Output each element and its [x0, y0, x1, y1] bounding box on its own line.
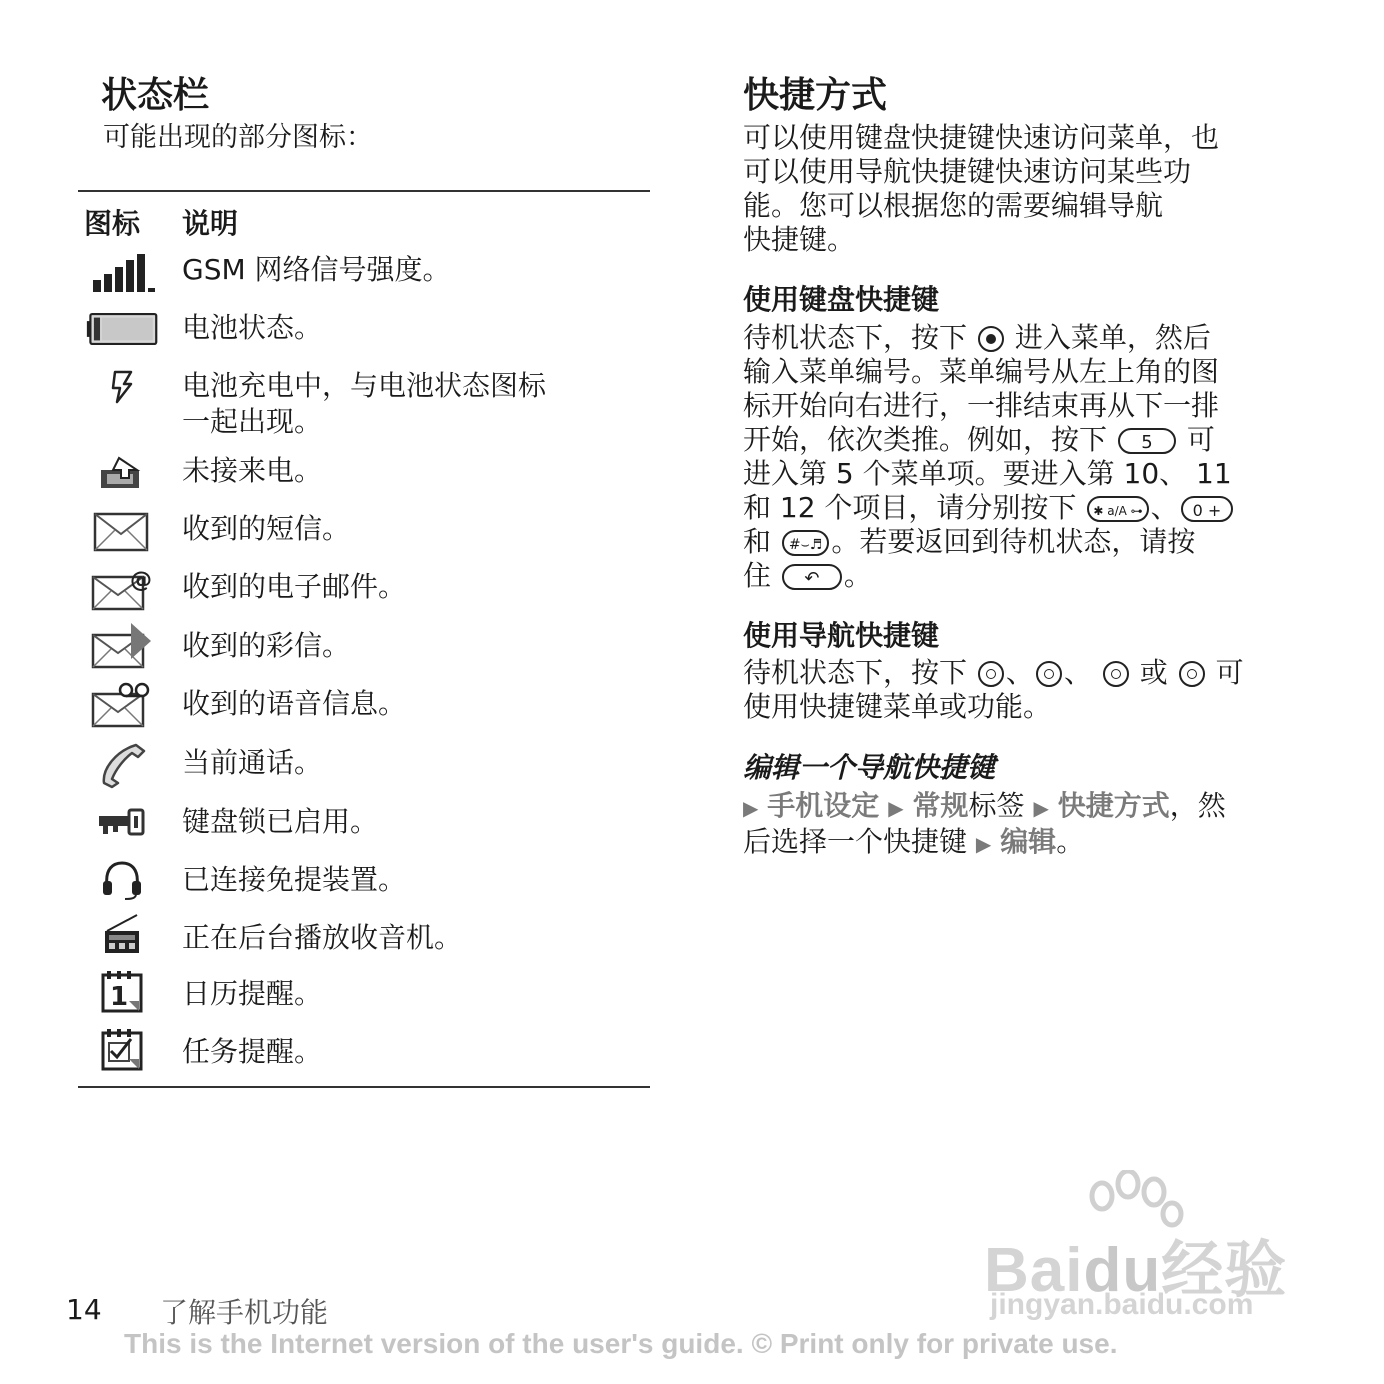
menu-path-general: 常规	[912, 789, 969, 822]
list-item: 键盘锁已启用。	[182, 805, 379, 838]
sms-envelope-icon	[86, 508, 158, 554]
list-item: GSM 网络信号强度。	[182, 253, 451, 286]
separator: 、	[1005, 656, 1034, 689]
radio-icon	[86, 912, 158, 958]
arrow-right-icon: ▶	[888, 796, 904, 820]
charging-icon	[86, 367, 158, 407]
menu-path-edit: 编辑	[1000, 825, 1057, 858]
nav-shortcuts-body	[743, 656, 1303, 724]
list-item: 收到的语音信息。	[182, 687, 407, 720]
battery-icon	[86, 309, 158, 349]
key-star-icon: ✱ a/A ⊶	[1087, 496, 1148, 522]
list-item: 收到的短信。	[182, 512, 351, 545]
text-fragment: 。	[1056, 825, 1085, 858]
keypad-shortcuts-body	[743, 321, 1303, 593]
table-header-desc: 说明	[182, 207, 239, 240]
text-fragment: 标签	[968, 789, 1025, 822]
svg-text:1: 1	[109, 982, 129, 1012]
voicemail-envelope-icon	[86, 682, 158, 728]
keylock-icon	[86, 804, 158, 840]
back-key-icon: ↶	[782, 564, 842, 590]
missed-call-icon	[86, 452, 158, 492]
list-item: 收到的电子邮件。	[182, 570, 407, 603]
headset-icon	[86, 858, 158, 902]
phone-handset-icon	[86, 740, 158, 790]
list-item: 当前通话。	[182, 746, 323, 779]
status-bar-subtitle: 可能出现的部分图标：	[103, 122, 373, 153]
table-header-icon: 图标	[84, 207, 141, 240]
text-fragment: 后选择一个快捷键	[743, 825, 968, 858]
list-item: 任务提醒。	[182, 1035, 323, 1068]
list-item: 电池状态。	[182, 311, 323, 344]
list-item-line: 电池充电中，与电池状态图标	[182, 369, 547, 402]
text-fragment: 待机状态下，按下	[743, 656, 968, 689]
text-fragment: 和	[743, 525, 772, 558]
list-item: 已连接免提装置。	[182, 863, 407, 896]
nav-left-key-icon	[1103, 661, 1129, 687]
page-number: 14	[66, 1293, 102, 1326]
menu-path-phone-settings: 手机设定	[767, 789, 880, 822]
nav-up-key-icon	[978, 661, 1004, 687]
list-item-line: 一起出现。	[182, 405, 323, 438]
section-name: 了解手机功能	[160, 1296, 329, 1329]
text-line: 标开始向右进行，一排结束再从下一排	[743, 389, 1220, 422]
text-line: 使用快捷键菜单或功能。	[743, 690, 1052, 723]
edit-nav-shortcut-heading: 编辑一个导航快捷键	[743, 751, 996, 784]
table-bottom-rule	[78, 1086, 650, 1088]
table-top-rule	[78, 190, 650, 192]
intro-line: 能。您可以根据您的需要编辑导航	[743, 189, 1164, 222]
shortcuts-title: 快捷方式	[743, 75, 888, 116]
text-fragment: 进入菜单，然后	[1014, 321, 1211, 354]
text-fragment: 。若要返回到待机状态，请按	[831, 525, 1196, 558]
nav-down-key-icon	[1036, 661, 1062, 687]
calendar-icon	[86, 968, 158, 1016]
watermark-brand: Bai	[984, 1236, 1084, 1305]
internet-version-notice: This is the Internet version of the user's guide. © Print only for private use.	[124, 1328, 1118, 1359]
edit-nav-shortcut-body	[743, 789, 1303, 861]
text-fragment: 或	[1139, 656, 1168, 689]
separator: 、	[1063, 656, 1092, 689]
text-fragment: 开始，依次类推。例如，按下	[743, 423, 1108, 456]
list-item: 收到的彩信。	[182, 629, 351, 662]
intro-line: 快捷键。	[743, 223, 856, 256]
watermark-brand-cn: 经验	[1161, 1233, 1288, 1306]
text-fragment: 。	[843, 559, 872, 592]
nav-right-key-icon	[1179, 661, 1205, 687]
intro-line: 可以使用导航快捷键快速访问某些功	[743, 155, 1192, 188]
email-envelope-icon	[86, 566, 158, 612]
shortcuts-intro	[743, 121, 1303, 257]
key-zero-icon: 0 +	[1181, 496, 1234, 522]
nav-shortcuts-heading: 使用导航快捷键	[743, 619, 940, 652]
text-fragment: 待机状态下，按下	[743, 321, 968, 354]
arrow-right-icon: ▶	[743, 796, 759, 820]
text-fragment: 可	[1186, 423, 1215, 456]
text-line: 进入第 5 个菜单项。要进入第 10、 11	[743, 457, 1232, 490]
key-hash-icon: #⌣♬	[782, 530, 830, 556]
status-bar-title: 状态栏	[101, 75, 210, 116]
baidu-watermark-url: jingyan.baidu.com	[990, 1288, 1254, 1321]
keypad-shortcuts-heading: 使用键盘快捷键	[743, 283, 940, 316]
text-line: 输入菜单编号。菜单编号从左上角的图	[743, 355, 1220, 388]
text-fragment: 住	[743, 559, 772, 592]
list-item: 正在后台播放收音机。	[182, 921, 463, 954]
list-item: 日历提醒。	[182, 977, 323, 1010]
list-item	[182, 368, 622, 440]
center-select-key-icon	[978, 326, 1004, 352]
task-icon	[86, 1026, 158, 1074]
text-fragment: 和 12 个项目，请分别按下	[743, 491, 1077, 524]
list-item: 未接来电。	[182, 454, 323, 487]
menu-path-shortcuts: 快捷方式	[1057, 789, 1170, 822]
key-5-icon: 5	[1118, 428, 1176, 454]
svg-text:@: @	[130, 568, 152, 593]
intro-line: 可以使用键盘快捷键快速访问菜单，也	[743, 121, 1220, 154]
separator: 、	[1150, 491, 1179, 524]
arrow-right-icon: ▶	[975, 832, 992, 856]
text-fragment: 可	[1215, 656, 1244, 689]
watermark-brand: du	[1083, 1236, 1162, 1305]
signal-strength-icon	[86, 250, 158, 296]
arrow-right-icon: ▶	[1033, 796, 1049, 820]
mms-envelope-icon	[86, 620, 158, 672]
text-fragment: ，然	[1169, 789, 1226, 822]
